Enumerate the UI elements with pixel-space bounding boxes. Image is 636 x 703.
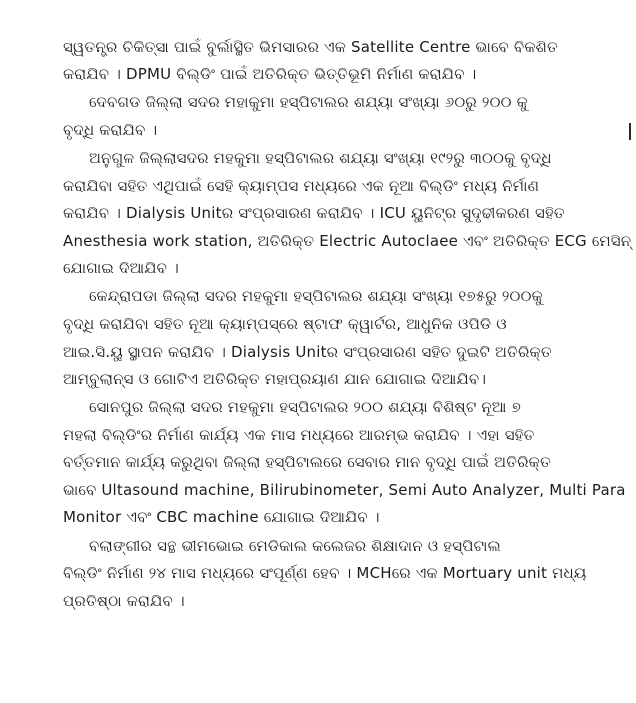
text-line: ଦେବଗଡ ଜିଲ୍ଲା ସଦର ମହାକୁମା ହସ୍ପିଟାଲର ଶଯ୍ୟା ସଂଖ୍ୟା ୬୦ରୁ ୨୦୦ କୁ xyxy=(89,93,528,111)
text-line: ବିଲ୍ଡିଂ ନିର୍ମାଣ ୨୪ ମାସ ମଧ୍ୟରେ ସଂପୂର୍ଣ୍ଣ ହେବ । MCHରେ ଏକ Mortuary unit ମଧ୍ୟ xyxy=(63,564,587,582)
text-line: ମହଲା ବିଲ୍ଡିଂର ନିର୍ମାଣ କାର୍ଯ୍ୟ ଏକ ମାସ ମଧ୍ୟରେ ଆରମ୍ଭ କରାଯିବ । ଏହା ସହିତ xyxy=(63,426,535,444)
text-line: ଆଇ.ସି.ୟୁ ସ୍ଥାପନ କରାଯିବ । Dialysis Unitର ସଂପ୍ରସାରଣ ସହିତ ଦୁଇଟି ଅତିରିକ୍ତ xyxy=(63,343,552,361)
text-line: କରାଯିବା ସହିତ ଏଥିପାଇଁ ସେହି କ୍ୟାମ୍ପସ ମଧ୍ୟରେ ଏକ ନୂଆ ବିଲ୍ଡିଂ ମଧ୍ୟ ନିର୍ମାଣ xyxy=(63,177,540,195)
text-line: Monitor ଏବଂ CBC machine ଯୋଗାଇ ଦିଆଯିବ । xyxy=(63,508,380,526)
text-line: ସୋନପୁର ଜିଲ୍ଲା ସଦର ମହକୁମା ହସ୍ପିଟାଲର ୨୦୦ ଶଯ୍ୟା ବିଶିଷ୍ଟ ନୂଆ ୭ xyxy=(89,398,521,416)
text-line: ବର୍ତ୍ତମାନ କାର୍ଯ୍ୟ କରୁଥିବା ଜିଲ୍ଲା ହସ୍ପିଟାଲରେ ସେବାର ମାନ ବୃଦ୍ଧି ପାଇଁ ଅତିରିକ୍ତ xyxy=(63,453,551,471)
text-line: Anesthesia work station, ଅତିରିକ୍ତ Electric Autoclaee ଏବଂ ଅତିରିକ୍ତ ECG ମେସିନ୍ xyxy=(63,232,632,250)
text-line: ଅନୁଗୁଳ ଜିଲ୍ଲାସଦର ମହକୁମା ହସ୍ପିଟାଲର ଶଯ୍ୟା ସଂଖ୍ୟା ୧୯୨ରୁ ୩୦୦କୁ ବୃଦ୍ଧି xyxy=(89,149,552,167)
text-line: ଆମ୍ବୁଲାନ୍ସ ଓ ଗୋଟିଏ ଅତିରିକ୍ତ ମହାପ୍ରୟାଣ ଯାନ ଯୋଗାଇ ଦିଆଯିବ। xyxy=(63,370,487,388)
text-line: ବୃଦ୍ଧି କରାଯିବା ସହିତ ନୂଆ କ୍ୟାମ୍ପସ୍‌ରେ ଷ୍ଟାଫ କ୍ୱାର୍ଟର, ଆଧୁନିକ ଓପିଡି ଓ xyxy=(63,315,507,333)
text-line: ବୃଦ୍ଧି କରାଯିବ । xyxy=(63,121,158,139)
text-line: ପ୍ରତିଷ୍ଠା କରାଯିବ । xyxy=(63,592,185,610)
text-line: ସ୍ୱତନ୍ତ୍ର ଚିକିତ୍ସା ପାଇଁ ବୁର୍ଲାସ୍ଥିତ ଭିମସାରର ଏକ Satellite Centre ଭାବେ ବିକଶିତ xyxy=(63,38,558,56)
margin-mark xyxy=(629,123,631,140)
text-line: ଭାବେ Ultasound machine, Bilirubinometer, Semi Auto Analyzer, Multi Para xyxy=(63,481,626,499)
text-line: କରାଯିବ । Dialysis Unitର ସଂପ୍ରସାରଣ କରାଯିବ । ICU ୟୁନିଟ୍‌ର ସୁଦୃଢୀକରଣ ସହିତ xyxy=(63,204,565,222)
text-line: କରାଯିବ । DPMU ବିଲ୍ଡିଂ ପାଇଁ ଅତିରିକ୍ତ ଭିତ୍ତିଭୂମି ନିର୍ମାଣ କରାଯିବ । xyxy=(63,65,477,83)
text-line: ଯୋଗାଇ ଦିଆଯିବ । xyxy=(63,259,179,277)
text-line: କେନ୍ଦ୍ରାପଡା ଜିଲ୍ଲା ସଦର ମହକୁମା ହସ୍ପିଟାଲର ଶଯ୍ୟା ସଂଖ୍ୟା ୧୭୫ରୁ ୨୦୦କୁ xyxy=(89,287,543,305)
text-line: ବଲାଙ୍ଗୀର ସନ୍ଥ ଭୀମଭୋଇ ମେଡିକାଲ କଲେଜର ଶିକ୍ଷାଦାନ ଓ ହସ୍ପିଟାଲ xyxy=(89,537,501,555)
